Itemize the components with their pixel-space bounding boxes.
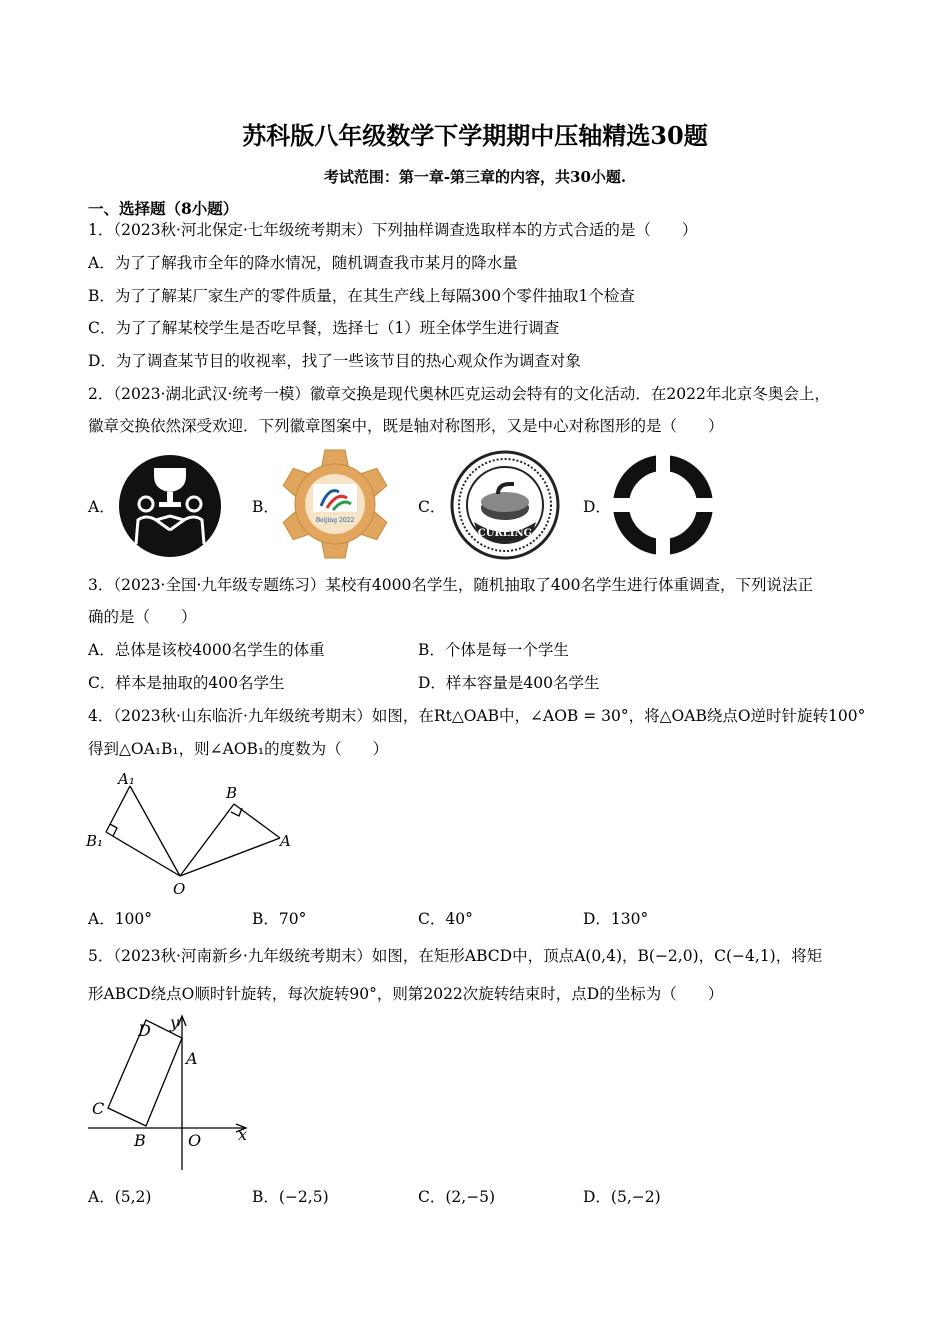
q4-label-b1: B₁ [86,832,104,850]
q5-option-b: B．(−2,5) [252,1188,329,1206]
q2-label-d: D． [583,498,611,516]
q5-option-a: A．(5,2) [88,1188,152,1206]
q4-rotation-figure [84,766,304,900]
q3-stem-line2: 确的是（ ） [88,608,197,626]
badge-c-curling-figure [450,450,560,560]
q5-rectangle-figure [84,1010,256,1174]
q1-option-a: A．为了了解我市全年的降水情况，随机调查我市某月的降水量 [88,254,518,272]
badge-a-trophy-figure [116,454,224,558]
q4-label-o: O [173,880,186,898]
q5-label-d: D [138,1021,151,1040]
q3-option-a: A．总体是该校4000名学生的体重 [88,641,325,659]
q4-option-b: B．70° [252,910,307,928]
q2-label-b: B． [252,498,279,516]
q5-label-y: y [170,1013,180,1032]
q4-option-d: D．130° [583,910,649,928]
q4-stem-line1: 4．（2023秋·山东临沂·九年级统考期末）如图，在Rt△OAB中，∠AOB = 30°，将△OAB绕点O逆时针旋转100° [88,707,866,725]
q3-option-b: B．个体是每一个学生 [418,641,569,659]
q4-label-b: B [226,784,238,802]
badge-b-snowflake-figure [280,448,390,560]
q1-stem: 1．（2023秋·河北保定·七年级统考期末）下列抽样调查选取样本的方式合适的是（ ） [88,221,698,239]
badge-d-ring-figure [612,454,714,556]
exam-scope: 考试范围：第一章-第三章的内容，共30小题. [323,168,627,186]
q4-option-c: C．40° [418,910,473,928]
q2-stem-line2: 徽章交换依然深受欢迎．下列徽章图案中，既是轴对称图形，又是中心对称图形的是（ ） [88,417,724,435]
q1-option-b: B．为了了解某厂家生产的零件质量，在其生产线上每隔300个零件抽取1个检查 [88,287,635,305]
q2-label-a: A． [88,498,115,516]
page-title: 苏科版八年级数学下学期期中压轴精选30题 [242,121,708,150]
q5-stem-line1: 5．（2023秋·河南新乡·九年级统考期末）如图，在矩形ABCD中，顶点A(0,4)，B(−2,0)，C(−4,1)，将矩 [88,947,823,965]
q5-label-c: C [92,1099,105,1118]
section-heading: 一、选择题（8小题） [88,199,239,218]
q3-stem-line1: 3．（2023·全国·九年级专题练习）某校有4000名学生，随机抽取了400名学生进行体重调查，下列说法正 [88,576,813,594]
q4-option-a: A．100° [88,910,153,928]
q4-label-a: A [280,832,291,850]
badge-c-caption: CURLING [477,528,533,539]
q1-option-d: D．为了调查某节目的收视率，找了一些该节目的热心观众作为调查对象 [88,352,581,370]
badge-b-caption: Beijing 2022 [315,517,355,524]
q5-stem-line2: 形ABCD绕点O顺时针旋转，每次旋转90°，则第2022次旋转结束时，点D的坐标为（ ） [88,985,724,1003]
q4-stem-line2: 得到△OA₁B₁，则∠AOB₁的度数为（ ） [88,740,389,758]
q5-option-d: D．(5,−2) [583,1188,661,1206]
q5-label-b: B [134,1131,146,1150]
q4-label-a1: A₁ [118,770,135,788]
q3-option-c: C．样本是抽取的400名学生 [88,674,285,692]
q3-option-d: D．样本容量是400名学生 [418,674,600,692]
q2-label-c: C． [418,498,446,516]
q5-label-o: O [188,1131,202,1150]
q5-label-a: A [186,1049,198,1068]
q5-option-c: C．(2,−5) [418,1188,496,1206]
q1-option-c: C．为了了解某校学生是否吃早餐，选择七（1）班全体学生进行调查 [88,319,560,337]
q5-label-x: x [238,1125,248,1144]
q2-stem-line1: 2．（2023·湖北武汉·统考一模）徽章交换是现代奥林匹克运动会特有的文化活动．在2022年北京冬奥会上， [88,385,830,403]
